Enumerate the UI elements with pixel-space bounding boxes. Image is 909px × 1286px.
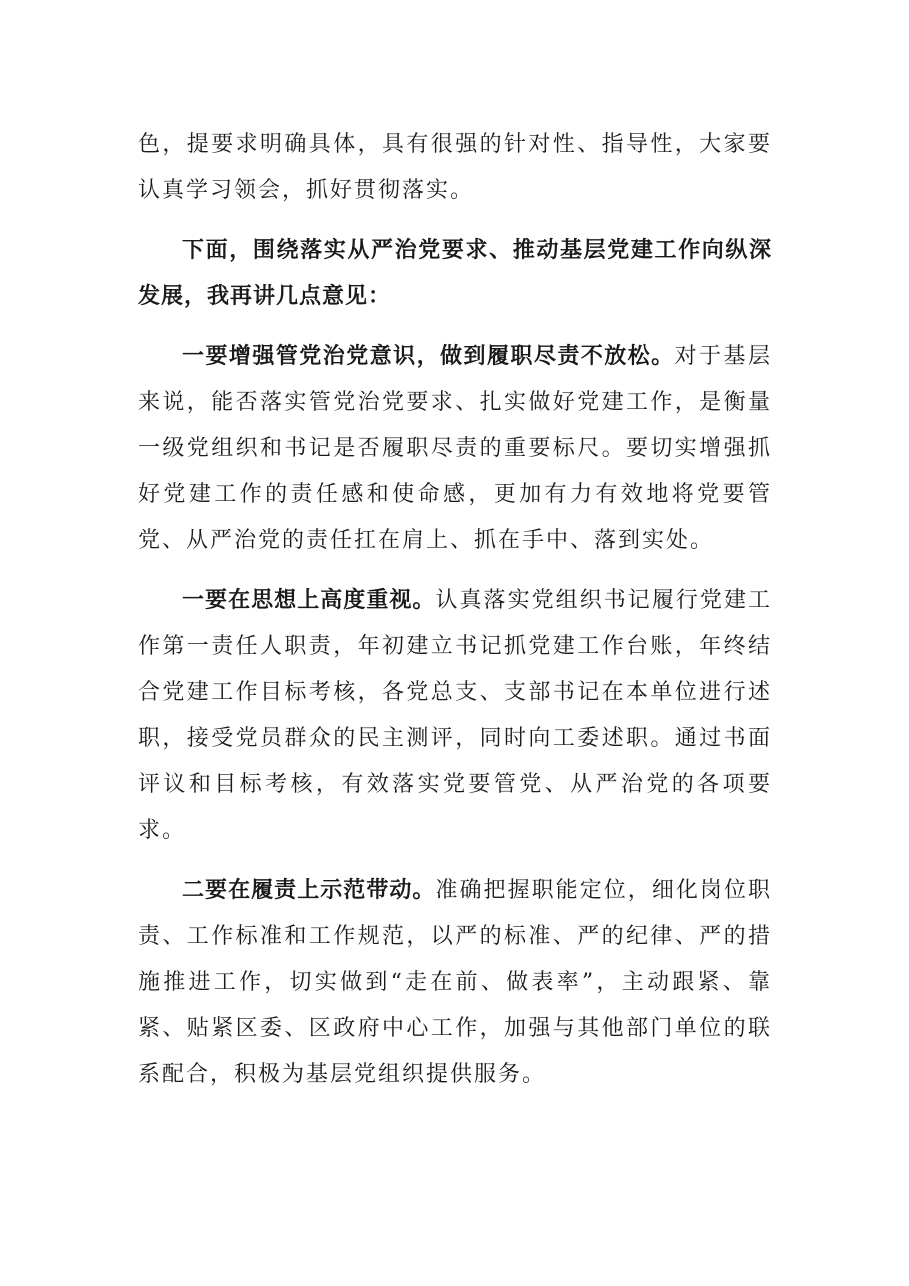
document-page — [138, 122, 772, 1112]
paragraph-lead: 二要在履责上示范带动。 — [182, 878, 436, 903]
paragraph-subpoint-1 — [138, 578, 772, 854]
paragraph-lead: 一要在思想上高度重视。 — [182, 588, 436, 613]
paragraph-lead: 一要增强管党治党意识，做到履职尽责不放松。 — [182, 344, 675, 369]
paragraph-point-1 — [138, 334, 772, 564]
paragraph-text: 色，提要求明确具体，具有很强的针对性、指导性，大家要认真学习领会，抓好贯彻落实。 — [138, 132, 772, 203]
paragraph-subpoint-2 — [138, 868, 772, 1098]
paragraph-text: 下面，围绕落实从严治党要求、推动基层党建工作向纵深发展，我再讲几点意见： — [138, 238, 772, 309]
paragraph-text: 认真落实党组织书记履行党建工作第一责任人职责，年初建立书记抓党建工作台账，年终结合党建工作目标考核，各党总支、支部书记在本单位进行述职，接受党员群众的民主测评，同时向工委述职。通过书面评议和目标考核，有效落实党要管党、从严治党的各项要求。 — [138, 588, 772, 843]
paragraph-intro — [138, 228, 772, 320]
paragraph-text: 准确把握职能定位，细化岗位职责、工作标准和工作规范，以严的标准、严的纪律、严的措施推进工作，切实做到“走在前、做表率”，主动跟紧、靠紧、贴紧区委、区政府中心工作，加强与其他部门单位的联系配合，积极为基层党组织提供服务。 — [138, 878, 772, 1087]
paragraph-continuation — [138, 122, 772, 214]
paragraph-text: 对于基层来说，能否落实管党治党要求、扎实做好党建工作，是衡量一级党组织和书记是否履职尽责的重要标尺。要切实增强抓好党建工作的责任感和使命感，更加有力有效地将党要管党、从严治党的责任扛在肩上、抓在手中、落到实处。 — [138, 344, 772, 553]
